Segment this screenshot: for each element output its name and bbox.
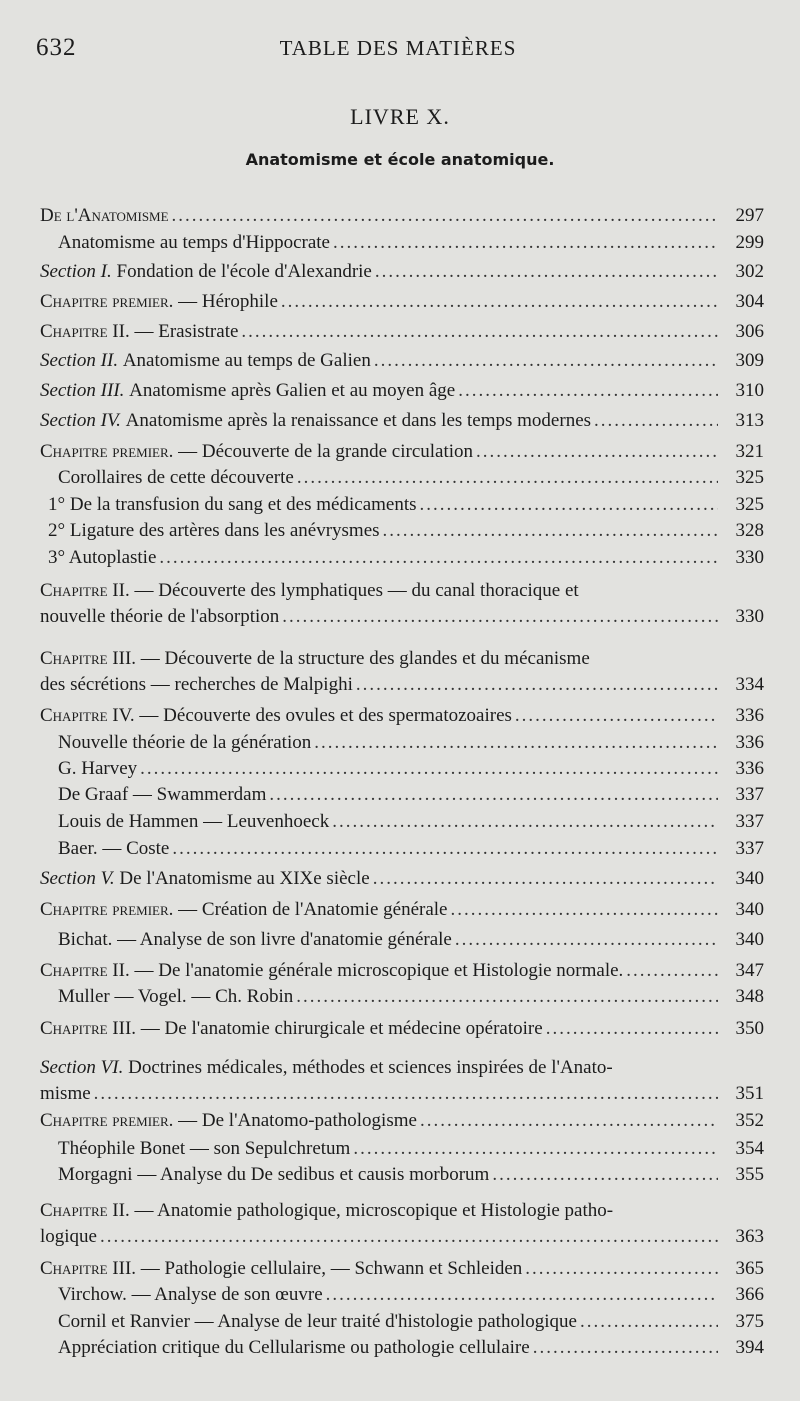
entry-title: Morgagni — Analyse du De sedibus et causis morborum <box>58 1164 490 1185</box>
toc-entry <box>40 866 764 892</box>
entry-prefix: Chapitre II. <box>40 1200 135 1221</box>
entry-prefix: Section V. <box>40 868 120 889</box>
entry-title: — Pathologie cellulaire, — Schwann et Schleiden <box>140 1258 523 1279</box>
entry-title: Nouvelle théorie de la génération <box>58 732 312 753</box>
entry-prefix: Section II. <box>40 350 123 371</box>
entry-page-number: 328 <box>735 520 764 541</box>
leader-dots <box>373 866 718 892</box>
toc-entry <box>48 545 764 571</box>
leader-dots <box>100 1224 718 1250</box>
entry-title: nouvelle théorie de l'absorption <box>40 606 280 627</box>
toc-entry <box>58 836 764 862</box>
leader-dots <box>515 703 718 729</box>
entry-page-number: 340 <box>735 868 764 889</box>
entry-page-number: 336 <box>735 758 764 779</box>
leader-dots <box>94 1081 718 1107</box>
leader-dots <box>626 958 718 984</box>
entry-title: 3° Autoplastie <box>48 547 157 568</box>
entry-title: — Découverte des ovules et des spermatozoaires <box>139 705 512 726</box>
page-number: 632 <box>36 34 77 61</box>
entry-page-number: 351 <box>735 1083 764 1104</box>
entry-title: G. Harvey <box>58 758 138 779</box>
entry-title: des sécrétions — recherches de Malpighi <box>40 674 353 695</box>
leader-dots <box>172 203 718 229</box>
toc-entry <box>40 203 764 229</box>
leader-dots <box>241 319 718 345</box>
entry-prefix: Section I. <box>40 261 117 282</box>
leader-dots <box>140 756 718 782</box>
entry-title: Muller — Vogel. — Ch. Robin <box>58 986 294 1007</box>
toc-entry <box>40 1198 764 1250</box>
leader-dots <box>314 730 718 756</box>
toc-entry <box>58 1136 764 1162</box>
entry-page-number: 337 <box>735 784 764 805</box>
leader-dots <box>296 984 718 1010</box>
entry-title: Anatomisme après la renaissance et dans les temps modernes <box>125 410 592 431</box>
toc-entry <box>58 984 764 1010</box>
entry-title: Fondation de l'école d'Alexandrie <box>116 261 372 282</box>
entry-title: — De l'anatomie chirurgicale et médecine opératoire <box>140 1018 543 1039</box>
entry-page-number: 297 <box>735 205 764 226</box>
entry-title: — Erasistrate <box>134 321 239 342</box>
toc-entry <box>58 1309 764 1335</box>
entry-page-number: 375 <box>735 1311 764 1332</box>
toc-entry <box>40 897 764 923</box>
entry-title-line: — Anatomie pathologique, microscopique et Histologie patho- <box>134 1200 614 1221</box>
entry-page-number: 330 <box>735 547 764 568</box>
leader-dots <box>356 672 718 698</box>
entry-title: 2° Ligature des artères dans les anévrysmes <box>48 520 380 541</box>
entry-prefix: Chapitre IV. <box>40 705 140 726</box>
entry-page-number: 336 <box>735 732 764 753</box>
entry-page-number: 299 <box>735 232 764 253</box>
leader-dots <box>525 1256 718 1282</box>
entry-title: Corollaires de cette découverte <box>58 467 294 488</box>
entry-page-number: 355 <box>735 1164 764 1185</box>
entry-prefix: Chapitre premier. <box>40 291 179 312</box>
leader-dots <box>375 259 718 285</box>
toc-entry <box>58 230 764 256</box>
running-title: TABLE DES MATIÈRES <box>279 36 517 60</box>
entry-title: — De l'Anatomo-pathologisme <box>178 1110 417 1131</box>
entry-title: Virchow. — Analyse de son œuvre <box>58 1284 323 1305</box>
entry-title: Bichat. — Analyse de son livre d'anatomie générale <box>58 929 452 950</box>
entry-title: Anatomisme après Galien et au moyen âge <box>129 380 456 401</box>
toc-entry <box>58 927 764 953</box>
leader-dots <box>282 604 718 630</box>
entry-title: Cornil et Ranvier — Analyse de leur traité d'histologie pathologique <box>58 1311 577 1332</box>
entry-prefix: Section VI. <box>40 1057 129 1078</box>
entry-prefix: Section III. <box>40 380 130 401</box>
entry-title: Théophile Bonet — son Sepulchretum <box>58 1138 351 1159</box>
entry-page-number: 352 <box>735 1110 764 1131</box>
leader-dots <box>594 408 718 434</box>
leader-dots <box>281 289 718 315</box>
toc-entry <box>40 1108 764 1134</box>
entry-page-number: 337 <box>735 838 764 859</box>
entry-page-number: 321 <box>735 441 764 462</box>
toc-entry <box>58 809 764 835</box>
leader-dots <box>374 348 718 374</box>
leader-dots <box>546 1016 718 1042</box>
entry-page-number: 365 <box>735 1258 764 1279</box>
entry-prefix: Chapitre premier. <box>40 899 179 920</box>
entry-page-number: 336 <box>735 705 764 726</box>
entry-title: Baer. — Coste <box>58 838 170 859</box>
entry-prefix: Chapitre premier. <box>40 441 179 462</box>
entry-page-number: 309 <box>735 350 764 371</box>
entry-page-number: 334 <box>735 674 764 695</box>
entry-title: De Graaf — Swammerdam <box>58 784 267 805</box>
leader-dots <box>580 1309 718 1335</box>
entry-title: misme <box>40 1083 91 1104</box>
entry-page-number: 330 <box>735 606 764 627</box>
entry-prefix: Chapitre III. <box>40 1018 141 1039</box>
entry-page-number: 350 <box>735 1018 764 1039</box>
entry-title: Appréciation critique du Cellularisme ou pathologie cellulaire <box>58 1337 530 1358</box>
entry-prefix: Section IV. <box>40 410 126 431</box>
toc-entry <box>40 439 764 465</box>
toc-entry <box>40 703 764 729</box>
entry-page-number: 310 <box>735 380 764 401</box>
entry-prefix: Chapitre II. <box>40 321 135 342</box>
toc-entry <box>40 378 764 404</box>
toc-entry <box>40 1256 764 1282</box>
entry-title: — De l'anatomie générale microscopique et Histologie normale. <box>134 960 624 981</box>
toc-entry <box>58 1162 764 1188</box>
entry-page-number: 354 <box>735 1138 764 1159</box>
entry-page-number: 304 <box>735 291 764 312</box>
entry-page-number: 337 <box>735 811 764 832</box>
entry-prefix: Chapitre III. <box>40 648 141 669</box>
leader-dots <box>159 545 718 571</box>
book-subtitle: Anatomisme et école anatomique. <box>245 150 555 169</box>
leader-dots <box>332 809 718 835</box>
entry-page-number: 302 <box>735 261 764 282</box>
entry-page-number: 363 <box>735 1226 764 1247</box>
entry-prefix: Chapitre II. <box>40 580 135 601</box>
toc-entry <box>58 1282 764 1308</box>
entry-title-line: — Découverte de la structure des glandes et du mécanisme <box>140 648 590 669</box>
leader-dots <box>533 1335 718 1361</box>
toc-entry <box>40 259 764 285</box>
toc-entry <box>58 782 764 808</box>
leader-dots <box>450 897 718 923</box>
entry-page-number: 366 <box>735 1284 764 1305</box>
entry-title-line: — Découverte des lymphatiques — du canal thoracique et <box>134 580 579 601</box>
toc-entry <box>40 578 764 630</box>
toc-entry <box>40 319 764 345</box>
toc-entry <box>58 756 764 782</box>
entry-prefix: Chapitre II. <box>40 960 135 981</box>
entry-title: — Hérophile <box>178 291 278 312</box>
leader-dots <box>326 1282 718 1308</box>
toc-entry <box>40 348 764 374</box>
entry-title: De l'Anatomisme au XIXe siècle <box>119 868 370 889</box>
page-header <box>36 34 760 64</box>
leader-dots <box>383 518 718 544</box>
entry-page-number: 306 <box>735 321 764 342</box>
leader-dots <box>269 782 718 808</box>
entry-prefix: Chapitre III. <box>40 1258 141 1279</box>
toc-entry <box>58 730 764 756</box>
leader-dots <box>455 927 718 953</box>
toc-entry <box>40 958 764 984</box>
entry-title: Anatomisme au temps d'Hippocrate <box>58 232 330 253</box>
toc-entry <box>48 518 764 544</box>
leader-dots <box>172 836 718 862</box>
leader-dots <box>353 1136 718 1162</box>
entry-title-line: Doctrines médicales, méthodes et sciences inspirées de l'Anato- <box>128 1057 613 1078</box>
leader-dots <box>420 1108 718 1134</box>
entry-title: 1° De la transfusion du sang et des médicaments <box>48 494 417 515</box>
entry-page-number: 347 <box>735 960 764 981</box>
entry-title: logique <box>40 1226 97 1247</box>
leader-dots <box>297 465 718 491</box>
toc-entry <box>58 1335 764 1361</box>
leader-dots <box>458 378 718 404</box>
entry-page-number: 325 <box>735 494 764 515</box>
entry-page-number: 340 <box>735 929 764 950</box>
entry-page-number: 340 <box>735 899 764 920</box>
toc-entry <box>40 1055 764 1107</box>
leader-dots <box>476 439 718 465</box>
entry-title: Louis de Hammen — Leuvenhoeck <box>58 811 330 832</box>
toc-entry <box>40 1016 764 1042</box>
entry-title: De l'Anatomisme <box>40 205 169 226</box>
entry-page-number: 325 <box>735 467 764 488</box>
entry-page-number: 313 <box>735 410 764 431</box>
toc-entry <box>40 289 764 315</box>
toc-entry <box>40 646 764 698</box>
entry-title: — Création de l'Anatomie générale <box>178 899 448 920</box>
entry-prefix: Chapitre premier. <box>40 1110 179 1131</box>
entry-page-number: 348 <box>735 986 764 1007</box>
entry-page-number: 394 <box>735 1337 764 1358</box>
book-heading: LIVRE X. <box>350 104 450 129</box>
toc-entry <box>40 408 764 434</box>
leader-dots <box>420 492 718 518</box>
leader-dots <box>333 230 718 256</box>
entry-title: Anatomisme au temps de Galien <box>122 350 371 371</box>
toc-entry <box>48 492 764 518</box>
leader-dots <box>492 1162 718 1188</box>
toc-entry <box>58 465 764 491</box>
entry-title: — Découverte de la grande circulation <box>178 441 474 462</box>
